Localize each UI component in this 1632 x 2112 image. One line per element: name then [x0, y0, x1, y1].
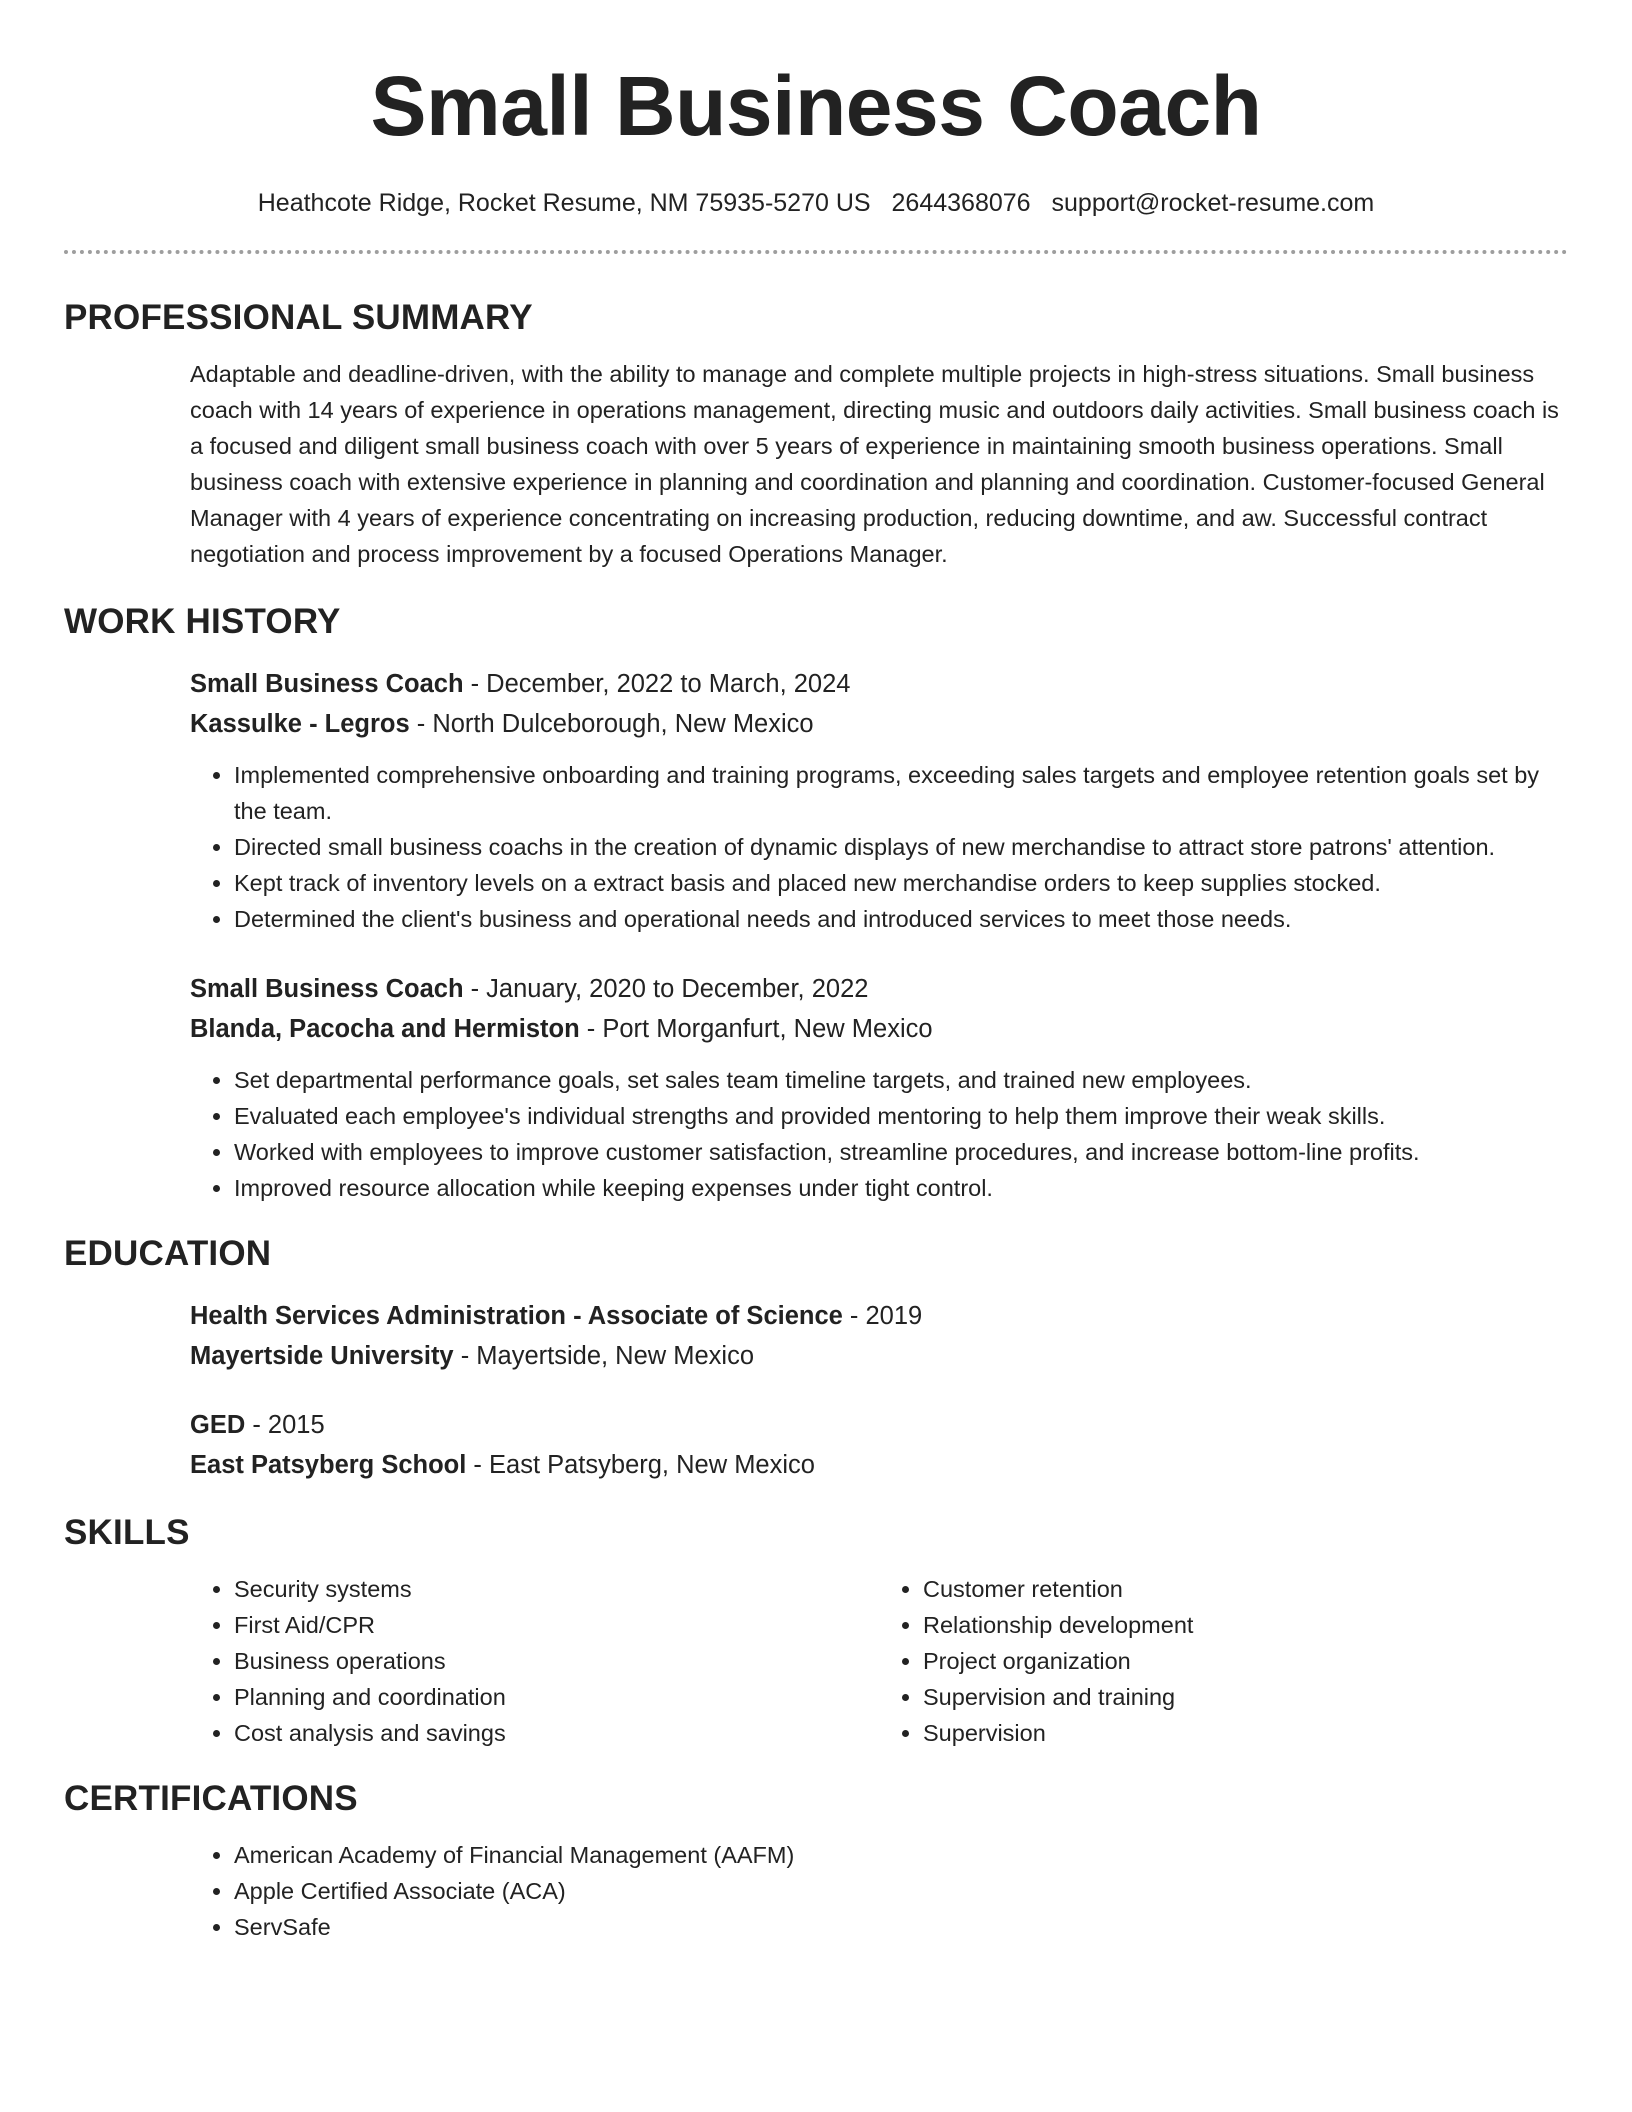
skill-item: • Supervision and training — [923, 1679, 1568, 1715]
certification-item: • ServSafe — [234, 1909, 1568, 1945]
job-entry — [190, 969, 1568, 1206]
contact-address: Heathcote Ridge, Rocket Resume, NM 75935-5270 US — [257, 189, 871, 217]
certifications-section-title: CERTIFICATIONS — [64, 1779, 358, 1818]
job-bullets — [190, 1062, 1568, 1206]
job-dates: - January, 2020 to December, 2022 — [463, 975, 869, 1003]
skill-item: • Supervision — [923, 1715, 1568, 1751]
job-bullets — [190, 757, 1568, 937]
skill-item: • Relationship development — [923, 1607, 1568, 1643]
job-bullet: • Directed small business coachs in the creation of dynamic displays of new merchandise to attract store patrons' attention. — [234, 829, 1568, 865]
skill-item: • Customer retention — [923, 1571, 1568, 1607]
job-bullet: • Improved resource allocation while keeping expenses under tight control. — [234, 1170, 1568, 1206]
education-school: East Patsyberg School — [190, 1451, 467, 1479]
education-section-title: EDUCATION — [64, 1234, 272, 1273]
contact-email: support@rocket-resume.com — [1051, 189, 1375, 217]
work-section-title: WORK HISTORY — [64, 602, 341, 641]
education-entry — [190, 1296, 1568, 1376]
job-company: Kassulke - Legros — [190, 710, 410, 738]
skill-item: • Security systems — [234, 1571, 879, 1607]
summary-section — [64, 356, 1568, 572]
job-company-line — [190, 704, 1568, 744]
education-degree: GED — [190, 1411, 246, 1439]
job-bullet: • Evaluated each employee's individual strengths and provided mentoring to help them improve their weak skills. — [234, 1098, 1568, 1134]
skill-item: • Business operations — [234, 1643, 879, 1679]
education-school-line — [190, 1336, 1568, 1376]
certifications-list — [190, 1837, 1568, 1945]
job-bullet: • Implemented comprehensive onboarding and training programs, exceeding sales targets and employee retention goals set by the team. — [234, 757, 1568, 829]
skills-list-right — [879, 1571, 1568, 1751]
job-title-line — [190, 969, 1568, 1009]
job-title-line — [190, 664, 1568, 704]
education-location: - East Patsyberg, New Mexico — [466, 1451, 815, 1479]
skills-section-title: SKILLS — [64, 1513, 190, 1552]
job-bullet: • Set departmental performance goals, set sales team timeline targets, and trained new employees. — [234, 1062, 1568, 1098]
education-school: Mayertside University — [190, 1342, 454, 1370]
skills-columns — [190, 1571, 1568, 1751]
education-year: - 2019 — [842, 1302, 923, 1330]
job-dates: - December, 2022 to March, 2024 — [463, 670, 851, 698]
summary-section-title: PROFESSIONAL SUMMARY — [64, 298, 533, 337]
education-degree-line — [190, 1405, 1568, 1445]
education-location: - Mayertside, New Mexico — [453, 1342, 755, 1370]
contact-phone: 2644368076 — [891, 189, 1031, 217]
job-bullet: • Determined the client's business and operational needs and introduced services to meet those needs. — [234, 901, 1568, 937]
job-company-line — [190, 1009, 1568, 1049]
job-location: - Port Morganfurt, New Mexico — [579, 1015, 933, 1043]
certification-item: • American Academy of Financial Management (AAFM) — [234, 1837, 1568, 1873]
header-divider — [64, 250, 1568, 254]
job-company: Blanda, Pacocha and Hermiston — [190, 1015, 580, 1043]
skill-item: • Planning and coordination — [234, 1679, 879, 1715]
skill-item: • Project organization — [923, 1643, 1568, 1679]
summary-text: Adaptable and deadline-driven, with the ability to manage and complete multiple projects in high-stress situations. Small business coach with 14 years of experience in operations management, directing music and outdoors daily activities. Small business coach is a focused and diligent small business coach with over 5 years of experience in maintaining smooth business operations. Small business coach with extensive experience in planning and coordination and planning and coordination. Customer-focused General Manager with 4 years of experience concentrating on increasing production, reducing downtime, and aw. Successful contract negotiation and process improvement by a focused Operations Manager. — [190, 361, 1559, 567]
education-year: - 2015 — [245, 1411, 325, 1439]
job-role: Small Business Coach — [190, 975, 464, 1003]
job-entry — [190, 664, 1568, 937]
education-degree: Health Services Administration - Associate of Science — [190, 1302, 843, 1330]
education-section — [64, 1296, 1568, 1485]
skills-list-left — [190, 1571, 879, 1751]
skill-item: • First Aid/CPR — [234, 1607, 879, 1643]
resume-name: Small Business Coach — [370, 59, 1262, 153]
education-degree-line — [190, 1296, 1568, 1336]
certifications-section — [64, 1837, 1568, 1945]
skill-item: • Cost analysis and savings — [234, 1715, 879, 1751]
education-school-line — [190, 1445, 1568, 1485]
certification-item: • Apple Certified Associate (ACA) — [234, 1873, 1568, 1909]
job-bullet: • Worked with employees to improve customer satisfaction, streamline procedures, and increase bottom-line profits. — [234, 1134, 1568, 1170]
education-entry — [190, 1405, 1568, 1485]
job-location: - North Dulceborough, New Mexico — [409, 710, 814, 738]
job-bullet: • Kept track of inventory levels on a extract basis and placed new merchandise orders to keep supplies stocked. — [234, 865, 1568, 901]
contact-line — [64, 186, 1568, 220]
job-role: Small Business Coach — [190, 670, 464, 698]
work-section — [64, 664, 1568, 1206]
skills-section — [64, 1571, 1568, 1751]
